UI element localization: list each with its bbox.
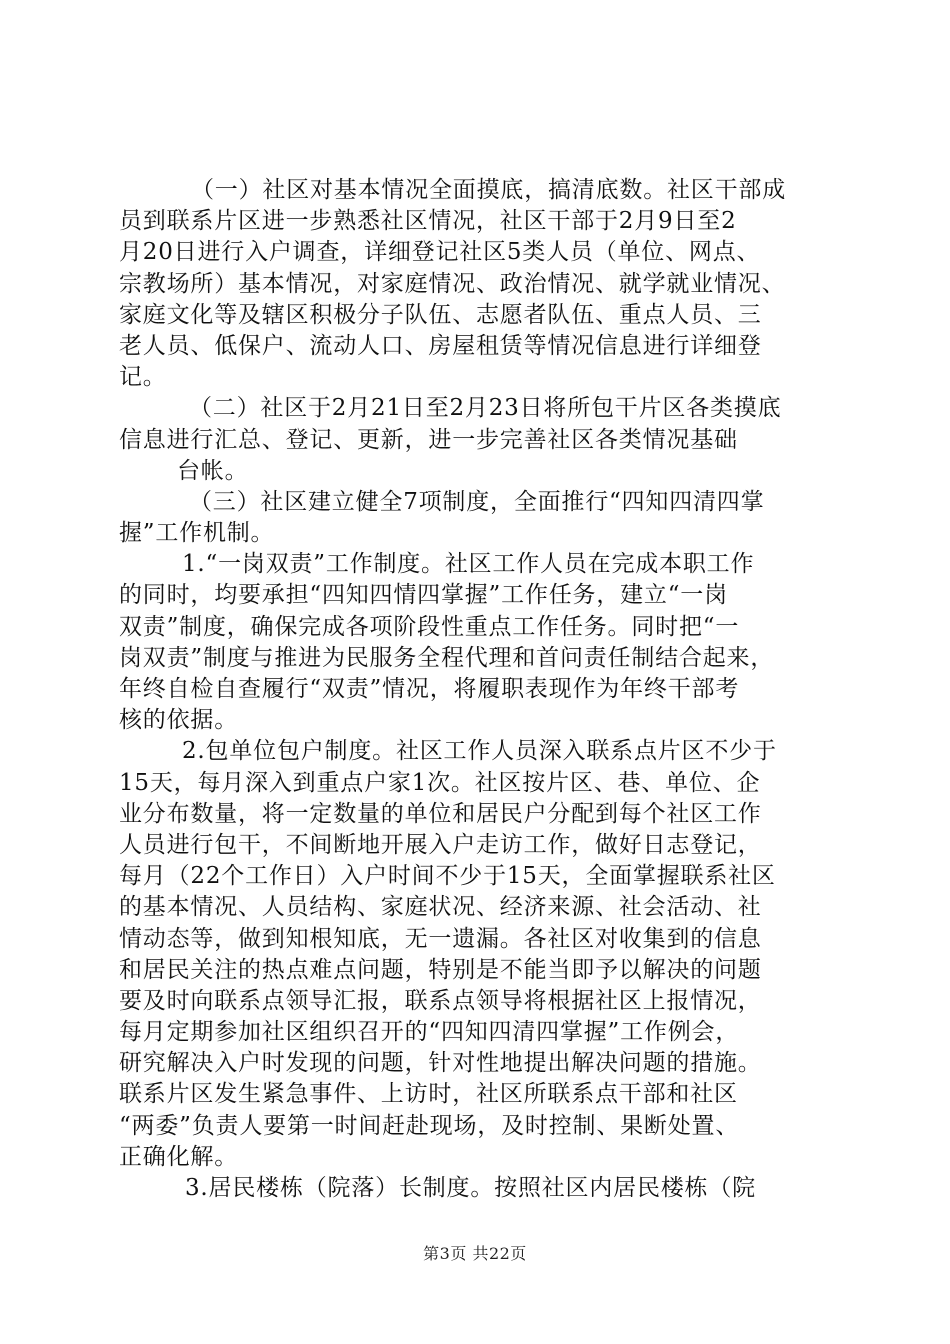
text-line: 联系片区发生紧急事件、上访时，社区所联系点干部和社区 <box>119 1081 738 1108</box>
text-line: 人员进行包干，不间断地开展入户走访工作，做好日志登记， <box>119 831 762 858</box>
text-line: 双责”制度，确保完成各项阶段性重点工作任务。同时把“一 <box>119 613 740 640</box>
text-line: 的同时，均要承担“四知四情四掌握”工作任务，建立“一岗 <box>119 582 728 609</box>
text-line: 15天，每月深入到重点户家1次。社区按片区、巷、单位、企 <box>119 769 761 796</box>
text-line: 3.居民楼栋（院落）长制度。按照社区内居民楼栋（院 <box>185 1175 756 1201</box>
text-line: 握”工作机制。 <box>119 520 275 547</box>
text-line: 信息进行汇总、登记、更新，进一步完善社区各类情况基础 <box>119 426 738 453</box>
text-line: 台帐。 <box>177 457 249 484</box>
text-line: “两委”负责人要第一时间赶赴现场，及时控制、果断处置、 <box>119 1112 740 1139</box>
text-line: （三）社区建立健全7项制度，全面推行“四知四清四掌 <box>189 488 765 515</box>
text-line: 1.“一岗双责”工作制度。社区工作人员在完成本职工作 <box>182 551 755 578</box>
text-line: 宗教场所）基本情况，对家庭情况、政治情况、就学就业情况、 <box>119 270 786 297</box>
text-line: 研究解决入户时发现的问题，针对性地提出解决问题的措施。 <box>119 1050 762 1077</box>
text-line: 家庭文化等及辖区积极分子队伍、志愿者队伍、重点人员、三 <box>119 301 762 328</box>
page-number-footer: 第3页 共22页 <box>423 1244 527 1263</box>
text-line: 和居民关注的热点难点问题，特别是不能当即予以解决的问题 <box>119 956 762 983</box>
text-line: （一）社区对基本情况全面摸底，搞清底数。社区干部成 <box>191 177 786 203</box>
document-body <box>119 175 835 1204</box>
text-line: 每月（22个工作日）入户时间不少于15天，全面掌握联系社区 <box>119 863 776 890</box>
text-line: 记。 <box>119 364 167 391</box>
text-line: 岗双责”制度与推进为民服务全程代理和首问责任制结合起来， <box>119 644 775 671</box>
text-line: 每月定期参加社区组织召开的“四知四清四掌握”工作例会， <box>119 1019 740 1046</box>
text-line: 要及时向联系点领导汇报，联系点领导将根据社区上报情况， <box>119 987 762 1014</box>
text-line: 的基本情况、人员结构、家庭状况、经济来源、社会活动、社 <box>119 894 762 921</box>
text-line: （二）社区于2月21日至2月23日将所包干片区各类摸底 <box>189 395 782 422</box>
text-line: 年终自检自查履行“双责”情况，将履职表现作为年终干部考 <box>119 676 740 702</box>
text-line: 老人员、低保户、流动人口、房屋租赁等情况信息进行详细登 <box>119 332 762 359</box>
text-line: 月20日进行入户调查，详细登记社区5类人员（单位、网点、 <box>119 239 761 266</box>
text-line: 情动态等，做到知根知底，无一遗漏。各社区对收集到的信息 <box>119 925 762 952</box>
text-line: 正确化解。 <box>119 1143 238 1170</box>
text-line: 核的依据。 <box>119 707 238 734</box>
text-line: 员到联系片区进一步熟悉社区情况，社区干部于2月9日至2 <box>119 208 737 235</box>
text-line: 2.包单位包户制度。社区工作人员深入联系点片区不少于 <box>182 738 777 765</box>
text-line: 业分布数量，将一定数量的单位和居民户分配到每个社区工作 <box>119 800 762 827</box>
